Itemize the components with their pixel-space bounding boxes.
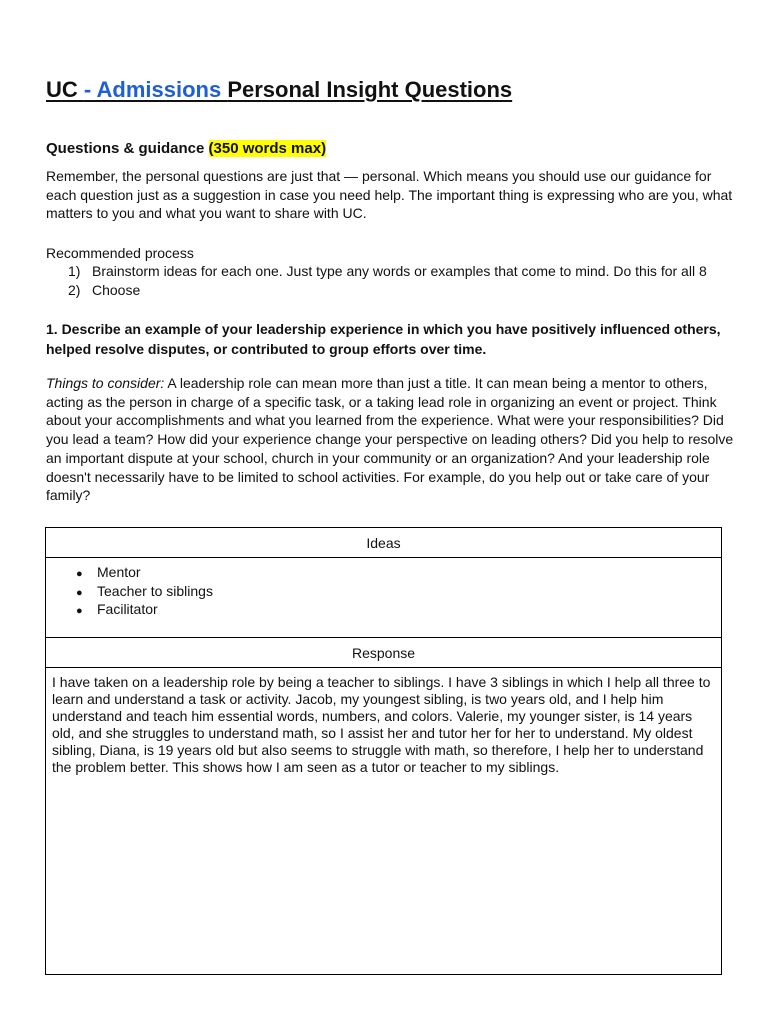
title-uc: UC (46, 77, 84, 102)
title-personal-insight: Personal Insight Questions (227, 77, 513, 102)
guidance-heading-text: Questions & guidance (46, 140, 209, 157)
word-limit-highlight: (350 words max) (208, 140, 327, 157)
idea-text: Facilitator (97, 601, 158, 617)
idea-item (76, 601, 213, 620)
question-1: 1. Describe an example of your leadership experience in which you have positively influenced others, helped resolve disputes, or contributed to group efforts over time. (46, 321, 721, 357)
idea-text: Mentor (97, 564, 141, 580)
ideas-header: Ideas (46, 528, 721, 558)
process-step-text: Brainstorm ideas for each one. Just type any words or examples that come to mind. Do this for all 8 (92, 263, 707, 279)
idea-item (76, 583, 213, 602)
process-step-number: 1) (68, 263, 81, 279)
page-title (46, 77, 512, 103)
idea-item (76, 564, 213, 583)
response-cell[interactable]: I have taken on a leadership role by being a teacher to siblings. I have 3 siblings in which I help all three to learn and understand a task or activity. Jacob, my youngest sibling, is two years old, and I help him understand and teach him essential words, numbers, and colors. Valerie, my younger sister, is 14 years old, and she struggles to understand math, so I assist her and tutor her for her to understand. My oldest sibling, Diana, is 19 years old but also seems to struggle with math, so therefore, I help her to understand the problem better. This shows how I am seen as a tutor or teacher to my siblings. (52, 674, 711, 775)
consider-label: Things to consider: (46, 375, 165, 391)
process-step-text: Choose (92, 281, 141, 298)
bullet-icon: ● (76, 605, 83, 617)
guidance-intro: Remember, the personal questions are just that — personal. Which means you should use our guidance for each question just as a suggestion in case you need help. The important thing is expressing who are you, what matters to you and what you want to share with UC. (46, 168, 733, 221)
ideas-list (76, 564, 213, 620)
process-label: Recommended process (46, 245, 194, 261)
process-step (46, 281, 707, 300)
title-admissions: - Admissions (83, 77, 228, 102)
response-header: Response (46, 638, 721, 668)
process-step-number: 2) (68, 281, 81, 298)
bullet-icon: ● (76, 568, 83, 580)
things-to-consider (46, 374, 736, 505)
guidance-heading (46, 139, 326, 158)
consider-text: A leadership role can mean more than just a title. It can mean being a mentor to others, acting as the person in charge of a specific task, or a taking lead role in organizing an event or project. Think about your accomplishments and what you learned from the experience. What were your responsibilities? Did you lead a team? How did your experience change your perspective on leading others? Did you help to resolve an important dispute at your school, church in your community or an organization? And your leadership role doesn't necessarily have to be limited to school activities. For example, do you help out or take care of your family? (46, 375, 734, 504)
bullet-icon: ● (76, 586, 83, 599)
idea-text: Teacher to siblings (97, 582, 213, 599)
ideas-response-table (45, 527, 722, 975)
process-list (46, 262, 707, 299)
ideas-cell[interactable] (46, 558, 721, 638)
process-step (46, 262, 707, 281)
